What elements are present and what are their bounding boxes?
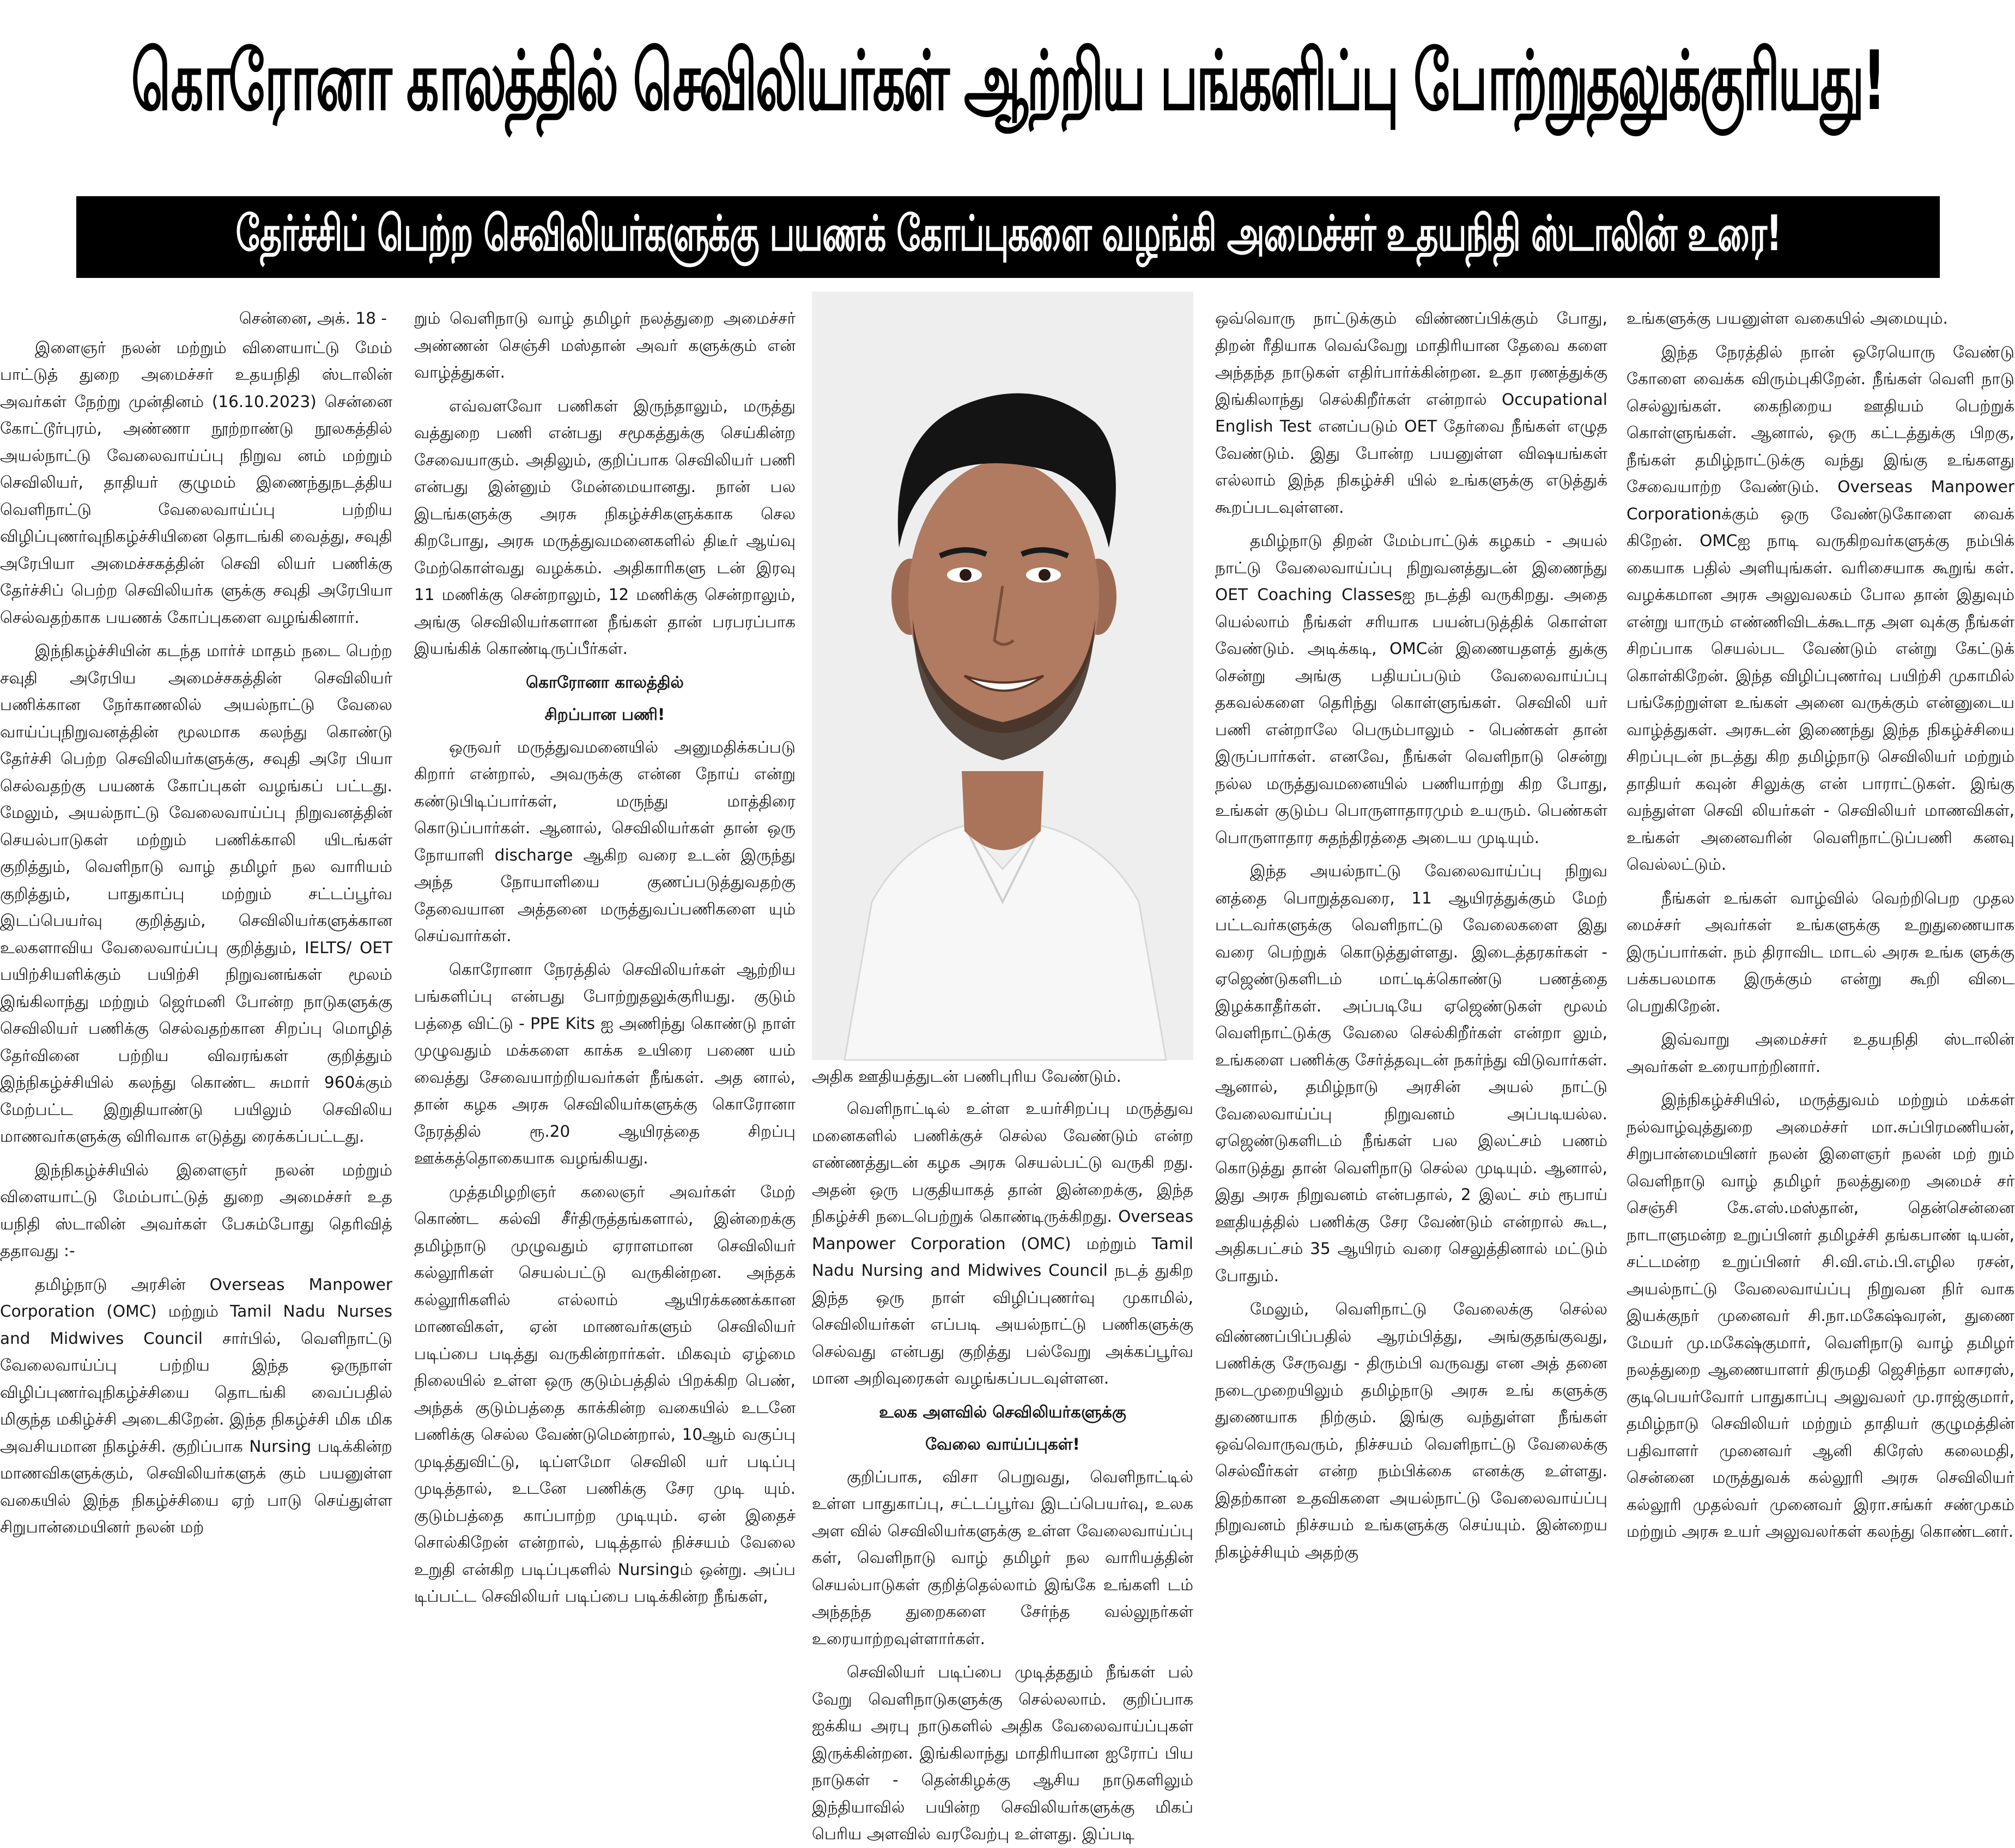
section-heading: வேலை வாய்ப்புகள்! [925,1435,1080,1453]
paragraph: குறிப்பாக, விசா பெறுவது, வெளிநாட்டில் உள்ள பாதுகாப்பு, சட்டப்பூர்வ இடப்பெயர்வு, உலக அள வில் செவிலியர்களுக்கு உள்ள வேலைவாய்ப்பு கள், வெளிநாடு வாழ் தமிழர் நல வாரியத்தின் செயல்பாடுகள் குறித்தெல்லாம் இங்கே உங்களி டம் அந்தந்த துறைகளை சேர்ந்த வல்லுநர்கள் உரையாற்றவுள்ளார்கள். [812,1467,1193,1648]
paragraph: இளைஞர் நலன் மற்றும் விளையாட்டு மேம் பாட்டுத் துறை அமைச்சர் உதயநிதி ஸ்டாலின் அவர்கள் நேற்று முன்தினம் (16.10.2023) சென்னை கோட்டூர்புரம், அண்ணா நூற்றாண்டு நூலகத்தில் அயல்நாட்டு வேலைவாய்ப்பு நிறுவ னம் மற்றும் செவிலியர், தாதியர் குழுமம் இணைந்துநடத்திய வெளிநாட்டு வேலைவாய்ப்பு பற்றிய விழிப்புணர்வுநிகழ்ச்சியினை தொடங்கி வைத்து, சவுதி அரேபியா அமைச்சகத்தின் செவி லியர் பணிக்கு தேர்ச்சிப் பெற்ற செவிலியர்க ளுக்கு சவுதி அரேபியா செல்வதற்காக பயணக் கோப்புகளை வழங்கினார். [0,338,392,627]
column-4 [1215,305,1607,1561]
paragraph: உங்களுக்கு பயனுள்ள வகையில் அமையும். [1626,309,1948,328]
subheadline-banner [76,196,1940,278]
headline [0,0,2015,163]
section-heading: உலக அளவில் செவிலியர்களுக்கு [879,1402,1126,1421]
paragraph: ஒருவர் மருத்துவமனையில் அனுமதிக்கப்படு கிறார் என்றால், அவருக்கு என்ன நோய் என்று கண்டுபிடிப்பார்கள், மருந்து மாத்திரை கொடுப்பார்கள். ஆனால், செவிலியர்கள் தான் ஒரு நோயாளி discharge ஆகிற வரை உடன் இருந்து அந்த நோயாளியை குணப்படுத்துவதற்கு தேவையான அத்தனை மருத்துவப்பணிகளை யும் செய்வார்கள். [414,737,796,945]
column-1 [0,305,392,1540]
portrait-image [812,292,1193,1060]
paragraph: றும் வெளிநாடு வாழ் தமிழர் நலத்துறை அமைச்சர் அண்ணன் செஞ்சி மஸ்தான் அவர் களுக்கும் என் வாழ்த்துகள். [414,309,796,381]
paragraph: இந்நிகழ்ச்சியில், மருத்துவம் மற்றும் மக்கள் நல்வாழ்வுத்துறை அமைச்சர் மா.சுப்பிரமணியன், சிறுபான்மையினர் நலன் இளைஞர் நலன் மற் றும் வெளிநாடு வாழ் தமிழர் நலத்துறை அமைச் சர் செஞ்சி கே.எஸ்.மஸ்தான், தென்சென்னை நாடாளுமன்ற உறுப்பினர் தமிழச்சி தங்கபாண் டியன், சட்டமன்ற உறுப்பினர் சி.வி.எம்.பி.எழில ரசன், அயல்நாட்டு வேலைவாய்ப்பு நிறுவன நிர் வாக இயக்குநர் முனைவர் சி.நா.மகேஷ்வரன், துணை மேயர் மு.மகேஷ்குமார், வெளிநாடு வாழ் தமிழர் நலத்துறை ஆணையாளர் திருமதி ஜெசிந்தா லாசரஸ், குடிபெயர்வோர் பாதுகாப்பு அலுவலர் மு.ராஜ்குமார், தமிழ்நாடு செவிலியர் மற்றும் தாதியர் குழுமத்தின் பதிவாளர் முனைவர் ஆனி கிரேஸ் கலைமதி, சென்னை மருத்துவக் கல்லூரி அரசு செவிலியர் கல்லூரி முதல்வர் முனைவர் இரா.சங்கர் சண்முகம் மற்றும் அரசு உயர் அலுவலர்கள் கலந்து கொண்டனர். [1626,1090,2014,1541]
paragraph: வெளிநாட்டில் உள்ள உயர்சிறப்பு மருத்துவ மனைகளில் பணிக்குச் செல்ல வேண்டும் என்ற எண்ணத்துடன் கழக அரசு செயல்பட்டு வருகி றது. அதன் ஒரு பகுதியாகத் தான் இன்றைக்கு, இந்த நிகழ்ச்சி நடைபெற்றுக் கொண்டிருக்கிறது. Overseas Manpower Corporation (OMC) மற்றும் Tamil Nadu Nursing and Midwives Council நடத் துகிற இந்த ஒரு நாள் விழிப்புணர்வு முகாமில், செவிலியர்கள் எப்படி அயல்நாட்டு பணிகளுக்கு செல்வது என்பது குறித்து பல்வேறு அக்கப்பூர்வ மான அறிவுரைகள் வழங்கப்படவுள்ளன. [812,1099,1193,1387]
paragraph: எவ்வளவோ பணிகள் இருந்தாலும், மருத்து வத்துறை பணி என்பது சமூகத்துக்கு செய்கின்ற சேவையாகும். அதிலும், குறிப்பாக செவிலியர் பணி என்பது இன்னும் மேன்மையானது. நான் பல இடங்களுக்கு அரசு நிகழ்ச்சிகளுக்காக செல கிறபோது, அரசு மருத்துவமனைகளில் திடீர் ஆய்வு மேற்கொள்வது வழக்கம். அதிகாரிகளு டன் இரவு 11 மணிக்கு சென்றாலும், 12 மணிக்கு சென்றாலும், அங்கு செவிலியர்களான நீங்கள் தான் பரபரப்பாக இயங்கிக் கொண்டிருப்பீர்கள். [414,396,796,658]
paragraph: தமிழ்நாடு திறன் மேம்பாட்டுக் கழகம் - அயல் நாட்டு வேலைவாய்ப்பு நிறுவனத்துடன் இணைந்து OET Coaching Classesஐ நடத்தி வருகிறது. அதை யெல்லாம் நீங்கள் சரியாக பயன்படுத்திக் கொள்ள வேண்டும். அடிக்கடி, OMCன் இணையதளத் துக்கு சென்று அங்கு பதியப்படும் வேலைவாய்ப்பு தகவல்களை தெரிந்து கொள்ளுங்கள். செவிலி யர் பணி என்றாலே பெரும்பாலும் - பெண்கள் தான் இருப்பார்கள். எனவே, நீங்கள் வெளிநாடு சென்று நல்ல மருத்துவமனையில் பணியாற்று கிற போது, உங்கள் குடும்ப பொருளாதாரமும் உயரும். பெண்கள் பொருளாதார சுதந்திரத்தை அடைய முடியும். [1215,531,1607,847]
headline-text: கொரோனா காலத்தில் செவிலியர்கள் ஆற்றிய பங்களிப்பு போற்றுதலுக்குரியது! [131,34,1884,129]
paragraph: இந்நிகழ்ச்சியின் கடந்த மார்ச் மாதம் நடை பெற்ற சவுதி அரேபிய அமைச்சகத்தின் செவிலியர் பணிக்கான நேர்காணலில் அயல்நாட்டு வேலை வாய்ப்புநிறுவனத்தின் மூலமாக கலந்து கொண்டு தேர்ச்சி பெற்ற செவிலியர்களுக்கு, சவுதி அரே பியா செல்வதற்கு பயணக் கோப்புகள் வழங்கப் பட்டது. மேலும், அயல்நாட்டு வேலைவாய்ப்பு நிறுவனத்தின் செயல்பாடுகள் மற்றும் பணிக்காலி யிடங்கள் குறித்தும், வெளிநாடு வாழ் தமிழர் நல வாரியம் குறித்தும், பாதுகாப்பு மற்றும் சட்டப்பூர்வ இடப்பெயர்வு குறித்தும், செவிலியர்களுக்கான உலகளாவிய வேலைவாய்ப்பு குறித்தும், IELTS/ OET பயிற்சியளிக்கும் பயிற்சி நிறுவனங்கள் மூலம் இங்கிலாந்து மற்றும் ஜெர்மனி போன்ற நாடுகளுக்கு செவிலியர் பணிக்கு செல்வதற்கான சிறப்பு மொழித் தேர்வினை பற்றிய விவரங்கள் குறித்தும் இந்நிகழ்ச்சியில் கலந்து கொண்ட சுமார் 960க்கும் மேற்பட்ட இறுதியாண்டு பயிலும் செவிலிய மாணவர்களுக்கு விரிவாக எடுத்து ரைக்கப்பட்டது. [0,641,392,1146]
paragraph: இந்த அயல்நாட்டு வேலைவாய்ப்பு நிறுவ னத்தை பொறுத்தவரை, 11 ஆயிரத்துக்கும் மேற் பட்டவர்களுக்கு வெளிநாட்டு வேலைகளை இது வரை பெற்றுக் கொடுத்துள்ளது. இடைத்தரகர்கள் - ஏஜெண்டுகளிடம் மாட்டிக்கொண்டு பணத்தை இழக்காதீர்கள். அப்படியே ஏஜெண்டுகள் மூலம் வெளிநாட்டுக்கு வேலை செல்கிறீர்கள் என்றா லும், உங்களை பணிக்கு சேர்த்தவுடன் நகர்ந்து விடுவார்கள். ஆனால், தமிழ்நாடு அரசின் அயல் நாட்டு வேலைவாய்ப்பு நிறுவனம் அப்படியல்ல. ஏஜெண்டுகளிடம் நீங்கள் பல இலட்சம் பணம் கொடுத்து தான் வெளிநாடு செல்ல முடியும். ஆனால், இது அரசு நிறுவனம் என்பதால், 2 இலட் சம் ரூபாய் ஊதியத்தில் பணிக்கு சேர வேண்டும் என்றால் கூட, அதிகபட்சம் 35 ஆயிரம் வரை செலுத்தினால் மட்டும் போதும். [1215,862,1607,1285]
photo-caption: அதிக ஊதியத்துடன் பணிபுரிய வேண்டும். [812,1067,1121,1086]
column-5 [1626,305,2014,1540]
subheadline-text: தேர்ச்சிப் பெற்ற செவிலியர்களுக்கு பயணக் கோப்புகளை வழங்கி அமைச்சர் உதயநிதி ஸ்டாலின் உரை! [235,205,1781,262]
paragraph: கொரோனா நேரத்தில் செவிலியர்கள் ஆற்றிய பங்களிப்பு என்பது போற்றுதலுக்குரியது. குடும் பத்தை விட்டு - PPE Kits ஐ அணிந்து கொண்டு நாள் முழுவதும் மக்களை காக்க உயிரை பணை யம் வைத்து சேவையாற்றியவர்கள் நீங்கள். அத னால், தான் கழக அரசு செவிலியர்களுக்கு கொரோனா நேரத்தில் ரூ.20 ஆயிரத்தை சிறப்பு ஊக்கத்தொகையாக வழங்கியது. [414,960,796,1167]
dateline: சென்னை, அக். 18 - [239,309,387,328]
paragraph: இவ்வாறு அமைச்சர் உதயநிதி ஸ்டாலின் அவர்கள் உரையாற்றினார். [1626,1030,2014,1076]
paragraph: மேலும், வெளிநாட்டு வேலைக்கு செல்ல விண்ணப்பிப்பதில் ஆரம்பித்து, அங்குதங்குவது, பணிக்கு சேருவது - திரும்பி வருவது என அத் தனை நடைமுறையிலும் தமிழ்நாடு அரசு உங் களுக்கு துணையாக நிற்கும். இங்கு வந்துள்ள நீங்கள் ஒவ்வொருவரும், நிச்சயம் வெளிநாட்டு வேலைக்கு செல்வீர்கள் என்ற நம்பிக்கை எனக்கு உள்ளது. இதற்கான உதவிகளை அயல்நாட்டு வேலைவாய்ப்பு நிறுவனம் நிச்சயம் உங்களுக்கு செய்யும். இன்றைய நிகழ்ச்சியும் அதற்கு [1215,1300,1607,1561]
paragraph: இந்த நேரத்தில் நான் ஒரேயொரு வேண்டு கோளை வைக்க விரும்புகிறேன். நீங்கள் வெளி நாடு செல்லுங்கள். கைநிறைய ஊதியம் பெற்றுக் கொள்ளுங்கள். ஆனால், ஒரு கட்டத்துக்கு பிறகு, நீங்கள் தமிழ்நாட்டுக்கு வந்து இங்கு உங்களது சேவையாற்ற வேண்டும். Overseas Manpower Corporationக்கும் ஒரு வேண்டுகோளை வைக் கிறேன். OMCஐ நாடி வருகிறவர்களுக்கு நம்பிக் கையாக பதில் அளியுங்கள். வரிசையாக கூறுங் கள். வழக்கமான அரசு அலுவலகம் போல தான் இதுவும் என்று யாரும் எண்ணிவிடக்கூடாத அள வுக்கு நீங்கள் சிறப்பாக செயல்பட வேண்டும் என்று கேட்டுக் கொள்கிறேன். இந்த விழிப்புணர்வு பயிற்சி முகாமில் பங்கேற்றுள்ள உங்கள் அனை வருக்கும் என்னுடைய வாழ்த்துகள். அரசுடன் இணைந்து இந்த நிகழ்ச்சியை சிறப்புடன் நடத்து கிற தமிழ்நாடு செவிலியர் மற்றும் தாதியர் கவுன் சிலுக்கு என் பாராட்டுகள். இங்கு வந்துள்ள செவி லியர்கள் - செவிலியர் மாணவிகள், உங்கள் அனைவரின் வெளிநாட்டுப்பணி கனவு வெல்லட்டும். [1626,342,2014,874]
paragraph: நீங்கள் உங்கள் வாழ்வில் வெற்றிபெற முதல மைச்சர் அவர்கள் உங்களுக்கு உறுதுணையாக இருப்பார்கள். நம் திராவிட மாடல் அரசு உங்க ளுக்கு பக்கபலமாக இருக்கும் என்று கூறி விடை பெறுகிறேன். [1626,888,2014,1015]
paragraph: ஒவ்வொரு நாட்டுக்கும் விண்ணப்பிக்கும் போது, திறன் ரீதியாக வெவ்வேறு மாதிரியான தேவை களை அந்தந்த நாடுகள் எதிர்பார்க்கின்றன. உதா ரணத்துக்கு இங்கிலாந்து செல்கிறீர்கள் என்றால் Occupational English Test எனப்படும் OET தேர்வை நீங்கள் எழுத வேண்டும். இது போன்ற பயனுள்ள விஷயங்கள் எல்லாம் இந்த நிகழ்ச்சி யில் உங்களுக்கு எடுத்துக் கூறப்படவுள்ளன. [1215,309,1607,517]
section-heading: சிறப்பான பணி! [544,705,665,724]
paragraph: முத்தமிழறிஞர் கலைஞர் அவர்கள் மேற் கொண்ட கல்வி சீர்திருத்தங்களால், இன்றைக்கு தமிழ்நாடு முழுவதும் ஏராளமான செவிலியர் கல்லூரிகள் செயல்பட்டு வருகின்றன. அந்தக் கல்லூரிகளில் எல்லாம் ஆயிரக்கணக்கான மாணவிகள், ஏன் மாணவர்களும் செவிலியர் படிப்பை படித்து வருகின்றார்கள். மிகவும் ஏழ்மை நிலையில் உள்ள ஒரு குடும்பத்தில் பிறக்கிற பெண், அந்தக் குடும்பத்தை காக்கின்ற வகையில் உடனே பணிக்கு செல்ல வேண்டுமென்றால், 10ஆம் வகுப்பு முடித்துவிட்டு, டிப்ளமோ செவிலி யர் படிப்பு முடித்தால், உடனே பணிக்கு சேர முடி யும். குடும்பத்தை காப்பாற்ற முடியும். ஏன் இதைச் சொல்கிறேன் என்றால், படித்தால் நிச்சயம் வேலை உறுதி என்கிற படிப்புகளில் Nursingம் ஒன்று. அப்ப டிப்பட்ட செவிலியர் படிப்பை படிக்கின்ற நீங்கள், [414,1182,796,1605]
section-heading: கொரோனா காலத்தில் [526,672,684,692]
paragraph: தமிழ்நாடு அரசின் Overseas Manpower Corporation (OMC) மற்றும் Tamil Nadu Nurses and Midwives Council சார்பில், வெளிநாட்டு வேலைவாய்ப்பு பற்றிய இந்த ஒருநாள் விழிப்புணர்வுநிகழ்ச்சியை தொடங்கி வைப்பதில் மிகுந்த மகிழ்ச்சி அடைகிறேன். இந்த நிகழ்ச்சி மிக மிக அவசியமான நிகழ்ச்சி. குறிப்பாக Nursing படிக்கின்ற மாணவிகளுக்கும், செவிலியர்களுக் கும் பயனுள்ள வகையில் இந்த நிகழ்ச்சியை ஏற் பாடு செய்துள்ள சிறுபான்மையினர் நலன் மற் [0,1275,392,1536]
column-3 [812,1095,1193,1843]
column-2 [414,305,796,1605]
paragraph: செவிலியர் படிப்பை முடித்ததும் நீங்கள் பல் வேறு வெளிநாடுகளுக்கு செல்லலாம். குறிப்பாக ஐக்கிய அரபு நாடுகளில் அதிக வேலைவாய்ப்புகள் இருக்கின்றன. இங்கிலாந்து மாதிரியான ஐரோப் பிய நாடுகள் - தென்கிழக்கு ஆசிய நாடுகளிலும் இந்தியாவில் பயின்ற செவிலியர்களுக்கு மிகப் பெரிய அளவில் வரவேற்பு உள்ளது. இப்படி [812,1663,1193,1843]
paragraph: இந்நிகழ்ச்சியில் இளைஞர் நலன் மற்றும் விளையாட்டு மேம்பாட்டுத் துறை அமைச்சர் உத யநிதி ஸ்டாலின் அவர்கள் பேசும்போது தெரிவித் ததாவது :- [0,1160,392,1260]
minister-photo [812,292,1193,1060]
